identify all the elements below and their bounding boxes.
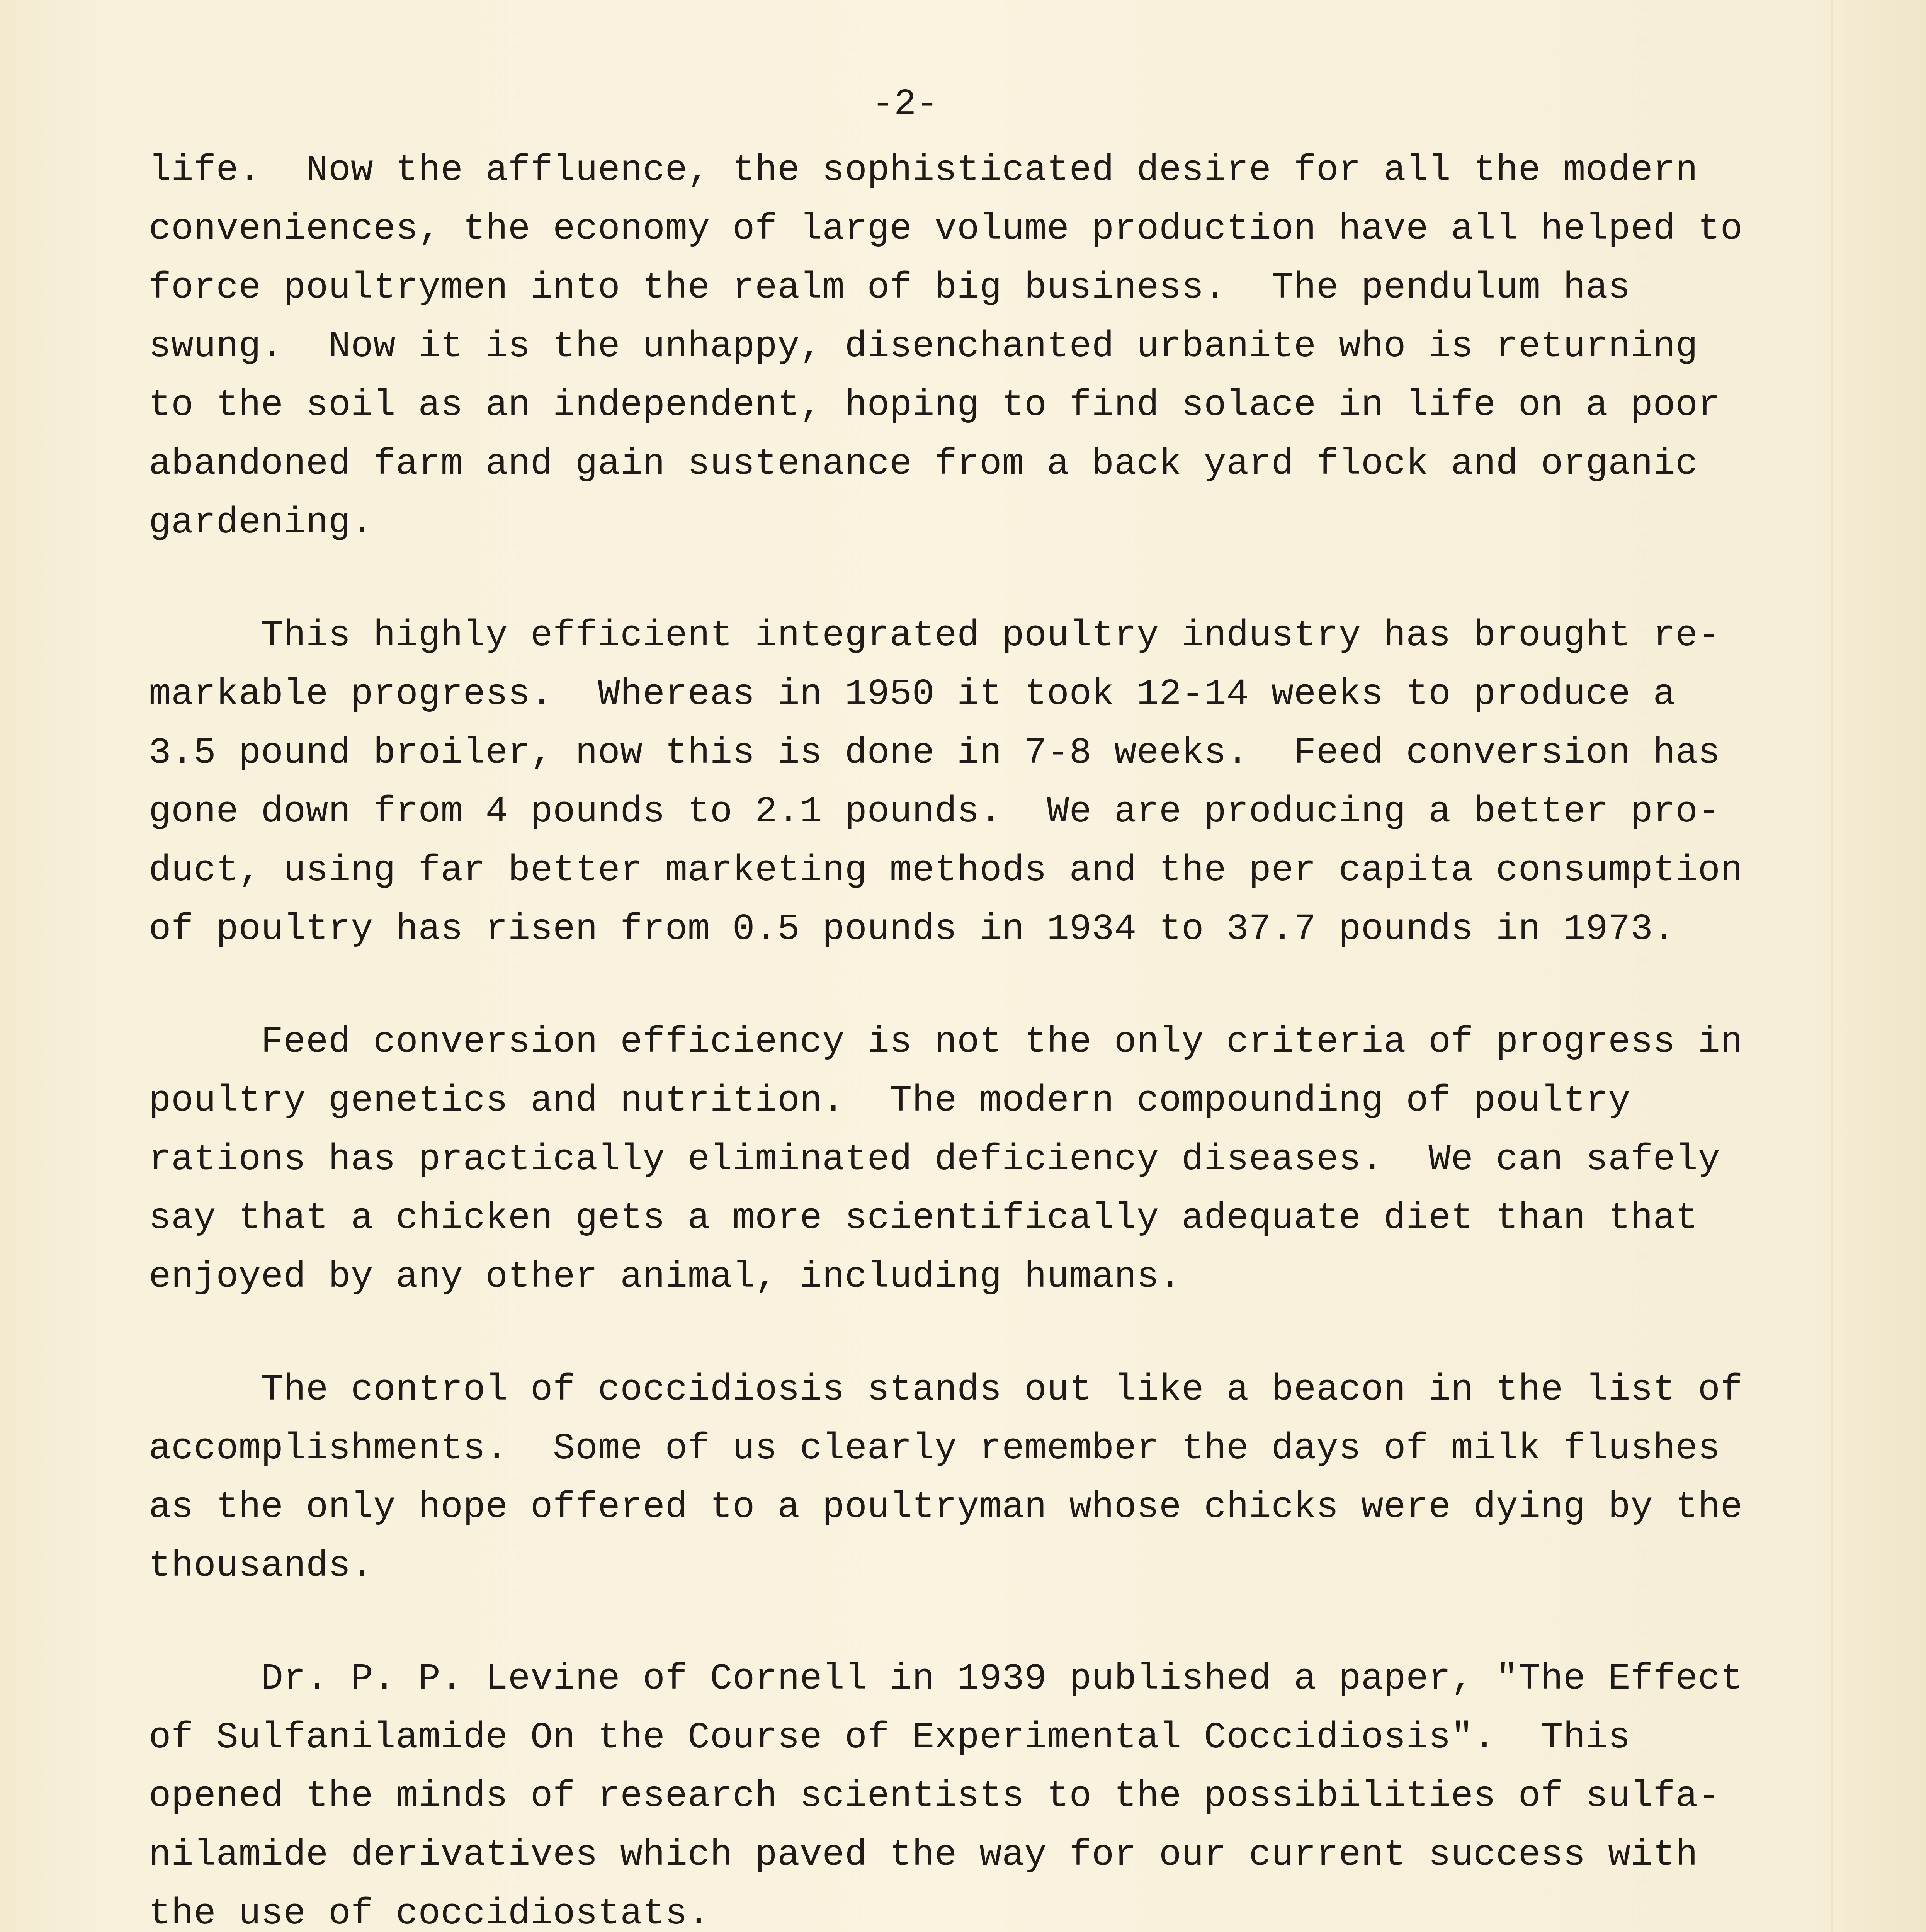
- text-line: as the only hope offered to a poultryman whose chicks were dying by the: [149, 1486, 1743, 1528]
- text-line: This highly efficient integrated poultry industry has brought re-: [149, 614, 1720, 656]
- text-line: Feed conversion efficiency is not the only criteria of progress in: [149, 1021, 1743, 1063]
- paragraph-3: [149, 1013, 1810, 1306]
- text-line: accomplishments. Some of us clearly remember the days of milk flushes: [149, 1427, 1720, 1469]
- text-line: Dr. P. P. Levine of Cornell in 1939 published a paper, "The Effect: [149, 1658, 1743, 1700]
- text-line: nilamide derivatives which paved the way for our current success with: [149, 1834, 1698, 1876]
- text-line: of poultry has risen from 0.5 pounds in 1934 to 37.7 pounds in 1973.: [149, 908, 1676, 950]
- text-line: thousands.: [149, 1545, 374, 1587]
- text-line: markable progress. Whereas in 1950 it took 12-14 weeks to produce a: [149, 673, 1676, 715]
- paragraph-1: [149, 141, 1810, 552]
- text-line: say that a chicken gets a more scientifically adequate diet than that: [149, 1197, 1698, 1239]
- text-line: of Sulfanilamide On the Course of Experimental Coccidiosis". This: [149, 1716, 1631, 1759]
- text-line: duct, using far better marketing methods and the per capita consumption: [149, 849, 1743, 891]
- text-line: abandoned farm and gain sustenance from a back yard flock and organic: [149, 443, 1698, 485]
- text-line: gone down from 4 pounds to 2.1 pounds. We are producing a better pro-: [149, 791, 1720, 833]
- paper-fold: [1831, 0, 1833, 1932]
- text-line: rations has practically eliminated deficiency diseases. We can safely: [149, 1138, 1720, 1180]
- text-line: conveniences, the economy of large volume production have all helped to: [149, 208, 1743, 250]
- text-line: the use of coccidiostats.: [149, 1893, 710, 1932]
- paragraph-2: [149, 606, 1810, 959]
- text-line: life. Now the affluence, the sophisticated desire for all the modern: [149, 149, 1698, 191]
- paragraph-5: [149, 1650, 1810, 1932]
- text-line: force poultrymen into the realm of big business. The pendulum has: [149, 267, 1631, 309]
- text-line: swung. Now it is the unhappy, disenchanted urbanite who is returning: [149, 325, 1698, 367]
- text-line: poultry genetics and nutrition. The modern compounding of poultry: [149, 1080, 1631, 1122]
- text-line: The control of coccidiosis stands out like a beacon in the list of: [149, 1369, 1743, 1411]
- page-number: -2-: [872, 83, 938, 125]
- text-line: gardening.: [149, 502, 374, 544]
- document-body: [149, 141, 1810, 1932]
- text-line: opened the minds of research scientists to the possibilities of sulfa-: [149, 1775, 1720, 1817]
- text-line: enjoyed by any other animal, including humans.: [149, 1256, 1182, 1298]
- text-line: to the soil as an independent, hoping to find solace in life on a poor: [149, 384, 1720, 426]
- paragraph-4: [149, 1361, 1810, 1595]
- text-line: 3.5 pound broiler, now this is done in 7-8 weeks. Feed conversion has: [149, 732, 1720, 774]
